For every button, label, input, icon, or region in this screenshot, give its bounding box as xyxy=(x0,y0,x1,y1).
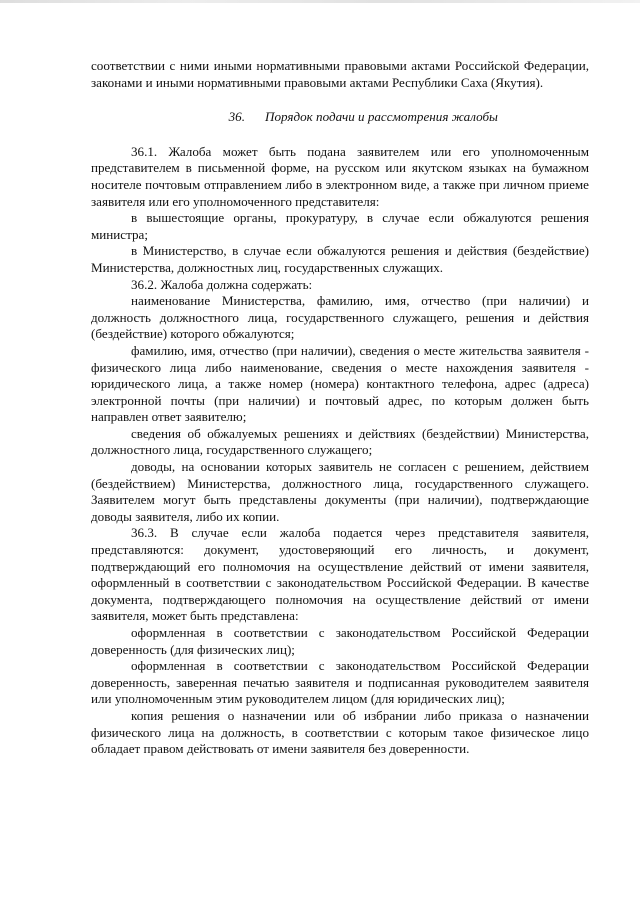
paragraph-ministry: в Министерство, в случае если обжалуются решения и действия (бездействие) Министерства, должностных лиц, государственных служащих. xyxy=(91,243,589,275)
paragraph-arguments: доводы, на основании которых заявитель не согласен с решением, действием (бездействием) Министерства, должностного лица, государственного служащего. Заявителем могут быть представлены документы (при наличии), подтверждающие доводы заявителя, либо их копии. xyxy=(91,459,589,524)
paragraph-36-1: 36.1. Жалоба может быть подана заявителем или его уполномоченным представителем в письменной форме, на русском или якутском языках на бумажном носителе почтовым отправлением либо в электронном виде, а также при личном приеме заявителя или его уполномоченного представителя: xyxy=(91,143,589,209)
paragraph-36-3: 36.3. В случае если жалоба подается через представителя заявителя, представляются: документ, удостоверяющий его личность, и документ, подтверждающий его полномочия на осуществление действий от имени заявителя, оформленный в соответствии с законодательством Российской Федерации. В качестве документа, подтверждающего полномочия на осуществление действий от имени заявителя, может быть представлена: xyxy=(91,525,589,624)
document-body xyxy=(91,58,589,758)
paragraph-power-of-attorney-individuals: оформленная в соответствии с законодательством Российской Федерации доверенность (для физических лиц); xyxy=(91,625,589,657)
paragraph-ministry-name: наименование Министерства, фамилию, имя, отчество (при наличии) и должность должностного лица, государственного служащего, решения и действия (бездействие) которого обжалуются; xyxy=(91,293,589,342)
scan-top-edge xyxy=(0,0,640,3)
section-heading xyxy=(91,109,589,126)
section-number: 36. xyxy=(228,109,245,125)
paragraph-power-of-attorney-legal: оформленная в соответствии с законодательством Российской Федерации доверенность, заверенная печатью заявителя и подписанная руководителем заявителя или уполномоченным этим руководителем лицом (для юридических лиц); xyxy=(91,658,589,707)
paragraph-applicant-info: фамилию, имя, отчество (при наличии), сведения о месте жительства заявителя - физического лица либо наименование, сведения о месте нахождения заявителя - юридического лица, а также номер (номера) контактного телефона, адрес (адреса) электронной почты (при наличии) и почтовый адрес, по которым должен быть направлен ответ заявителю; xyxy=(91,342,589,425)
paragraph-36-2: 36.2. Жалоба должна содержать: xyxy=(131,276,313,292)
paragraph-higher-bodies: в вышестоящие органы, прокуратуру, в случае если обжалуются решения министра; xyxy=(91,210,589,242)
paragraph-appointment-copy: копия решения о назначении или об избрании либо приказа о назначении физического лица на должность, в соответствии с которым такое физическое лицо обладает правом действовать от имени заявителя без доверенности. xyxy=(91,707,589,757)
paragraph-appealed-decisions: сведения об обжалуемых решениях и действиях (бездействии) Министерства, должностного лица, государственного служащего; xyxy=(91,425,589,458)
section-title: Порядок подачи и рассмотрения жалобы xyxy=(265,109,498,125)
intro-paragraph: соответствии с ними иными нормативными правовыми актами Российской Федерации, законами и иными нормативными правовыми актами Республики Саха (Якутия). xyxy=(91,58,589,90)
